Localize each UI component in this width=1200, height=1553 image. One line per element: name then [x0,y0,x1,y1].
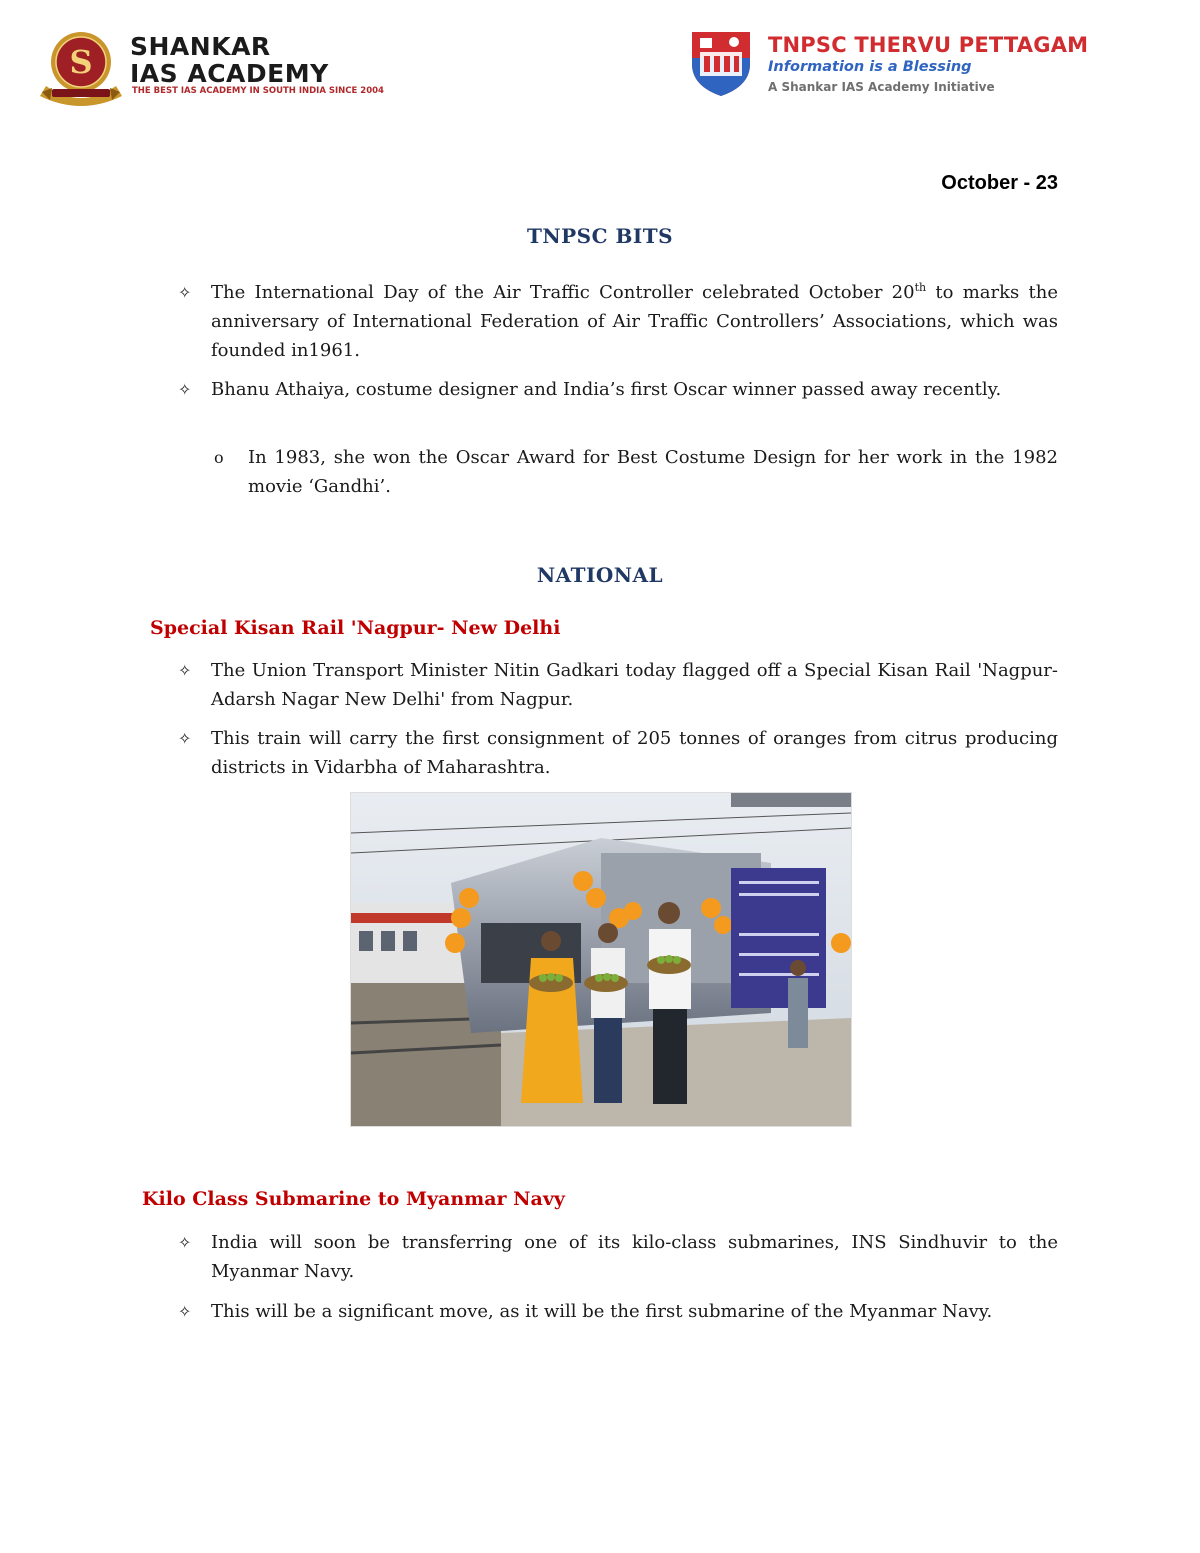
star-bullet-icon: ✧ [178,1302,192,1321]
list-item [178,724,1058,782]
shankar-emblem-icon [38,26,124,110]
brand-line2: IAS ACADEMY [130,59,329,88]
sub-list-item [214,443,1058,501]
heading-submarine: Kilo Class Submarine to Myanmar Navy [142,1188,565,1210]
list-item [178,1228,1058,1286]
section-title-tnpsc-bits: TNPSC BITS [526,224,674,248]
brand-tagline: THE BEST IAS ACADEMY IN SOUTH INDIA SINCE 2004 [132,86,384,96]
star-bullet-icon: ✧ [178,729,192,748]
brand-line1: SHANKAR [130,32,271,61]
bullet-text: The International Day of the Air Traffic Controller celebrated October 20 [211,282,915,303]
tnpsc-subtitle: Information is a Blessing [768,59,972,75]
heading-kisan-rail: Special Kisan Rail 'Nagpur- New Delhi [150,617,561,639]
bullet-text: India will soon be transferring one of its kilo-class submarines, INS Sindhuvir to the Myanmar Navy. [211,1232,1058,1282]
tnpsc-shield-icon [688,28,754,98]
star-bullet-icon: ✧ [178,283,192,302]
bullet-text: The Union Transport Minister Nitin Gadkari today flagged off a Special Kisan Rail 'Nagpur-Adarsh Nagar New Delhi' from Nagpur. [211,660,1058,710]
section-title-national: NATIONAL [536,563,664,587]
list-item [178,278,1058,365]
bullet-text: to marks the anniversary of International Federation of Air Traffic Controllers’ Associations, which was founded in1961. [211,282,1058,361]
star-bullet-icon: ✧ [178,380,192,399]
list-item [178,1297,1058,1326]
brand-name [130,34,329,86]
ordinal-suffix: th [914,281,927,294]
shankar-ias-logo [38,26,384,110]
sub-bullet-text: In 1983, she won the Oscar Award for Best Costume Design for her work in the 1982 movie ‘Gandhi’. [248,447,1058,497]
bullet-text: This will be a significant move, as it will be the first submarine of the Myanmar Navy. [211,1301,993,1322]
tnpsc-initiative: A Shankar IAS Academy Initiative [768,80,995,94]
star-bullet-icon: ✧ [178,1233,192,1252]
issue-date: October - 23 [941,172,1058,194]
star-bullet-icon: ✧ [178,661,192,680]
list-item [178,375,1058,404]
bullet-text: This train will carry the first consignment of 205 tonnes of oranges from citrus producing districts in Vidarbha of Maharashtra. [211,728,1058,778]
circle-bullet-icon: o [214,448,224,467]
tnpsc-title: TNPSC THERVU PETTAGAM [768,33,1089,57]
bullet-text: Bhanu Athaiya, costume designer and India’s first Oscar winner passed away recently. [211,379,1002,400]
tnpsc-thervu-logo [688,28,1158,100]
list-item [178,656,1058,714]
emblem-letter: S [69,43,93,81]
kisan-rail-photo [350,792,852,1127]
